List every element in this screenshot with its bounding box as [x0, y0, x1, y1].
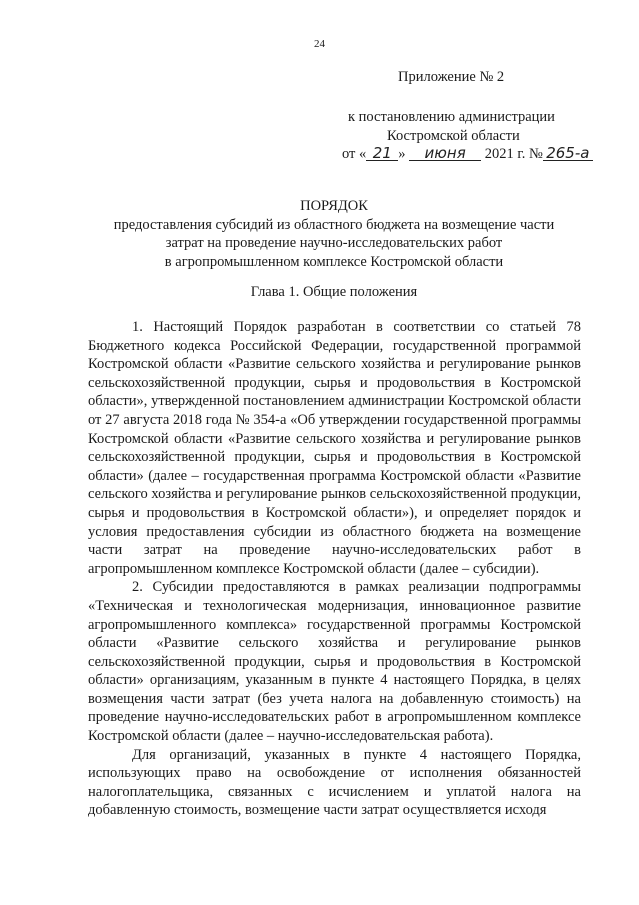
date-prefix: от « — [342, 146, 367, 162]
appendix-label: Приложение № 2 — [398, 69, 505, 85]
paragraph-3: Для организаций, указанных в пункте 4 настоящего Порядка, использующих право на освобождение от исполнения обязанностей налогоплательщика, связанных с исчислением и уплатой налога на добавленную стоимость, возмещение части затрат осуществляется исходя — [88, 746, 581, 819]
document-title — [100, 197, 568, 271]
date-mid: » — [398, 146, 406, 162]
handwritten-month: июня — [409, 146, 481, 161]
appendix-line1: к постановлению администрации — [348, 109, 555, 125]
handwritten-number: 265-а — [543, 146, 593, 161]
title-heading: ПОРЯДОК — [300, 198, 368, 214]
handwritten-day: 21 — [366, 146, 398, 161]
paragraph-2: 2. Субсидии предоставляются в рамках реализации подпрограммы «Техническая и технологическая модернизация, инновационное развитие агропромышленного комплекса» государственной программы Костромской области «Развитие сельского хозяйства и регулирование рынков сельскохозяйственной продукции, сырья и продовольствия в Костромской области» организациям, указанным в пункте 4 настоящего Порядка, в целях возмещения части затрат (без учета налога на добавленную стоимость) на проведение научно-исследовательских работ в агропромышленном комплексе Костромской области (далее – научно-исследовательская работа). — [88, 579, 581, 745]
paragraph-1: 1. Настоящий Порядок разработан в соответствии со статьей 78 Бюджетного кодекса Российской Федерации, государственной программой Костромской области «Развитие сельского хозяйства и регулирование рынков сельскохозяйственной продукции, сырья и продовольствия в Костромской области», утвержденной постановлением администрации Костромской области от 27 августа 2018 года № 354-а «Об утверждении государственной программы Костромской области «Развитие сельского хозяйства и регулирование рынков сельскохозяйственной продукции, сырья и продовольствия в Костромской области» (далее – государственная программа Костромской области «Развитие сельского хозяйства и регулирование рынков сельскохозяйственной продукции, сырья и продовольствия в Костромской области»), и определяет порядок и условия предоставления субсидии из областного бюджета на возмещение части затрат на проведение научно-исследовательских работ в агропромышленном комплексе Костромской области (далее – субсидии). — [88, 319, 581, 577]
title-line1: предоставления субсидий из областного бюджета на возмещение части — [113, 216, 555, 233]
date-year: 2021 г. № — [484, 146, 543, 162]
title-line3: в агропромышленном комплексе Костромской области — [164, 253, 504, 270]
appendix-date-line — [342, 145, 593, 163]
page-number: 24 — [314, 38, 325, 50]
title-line2: затрат на проведение научно-исследовательских работ — [165, 235, 503, 251]
appendix-line2: Костромской области — [387, 128, 520, 144]
chapter-heading: Глава 1. Общие положения — [250, 284, 418, 300]
document-body — [88, 318, 581, 820]
